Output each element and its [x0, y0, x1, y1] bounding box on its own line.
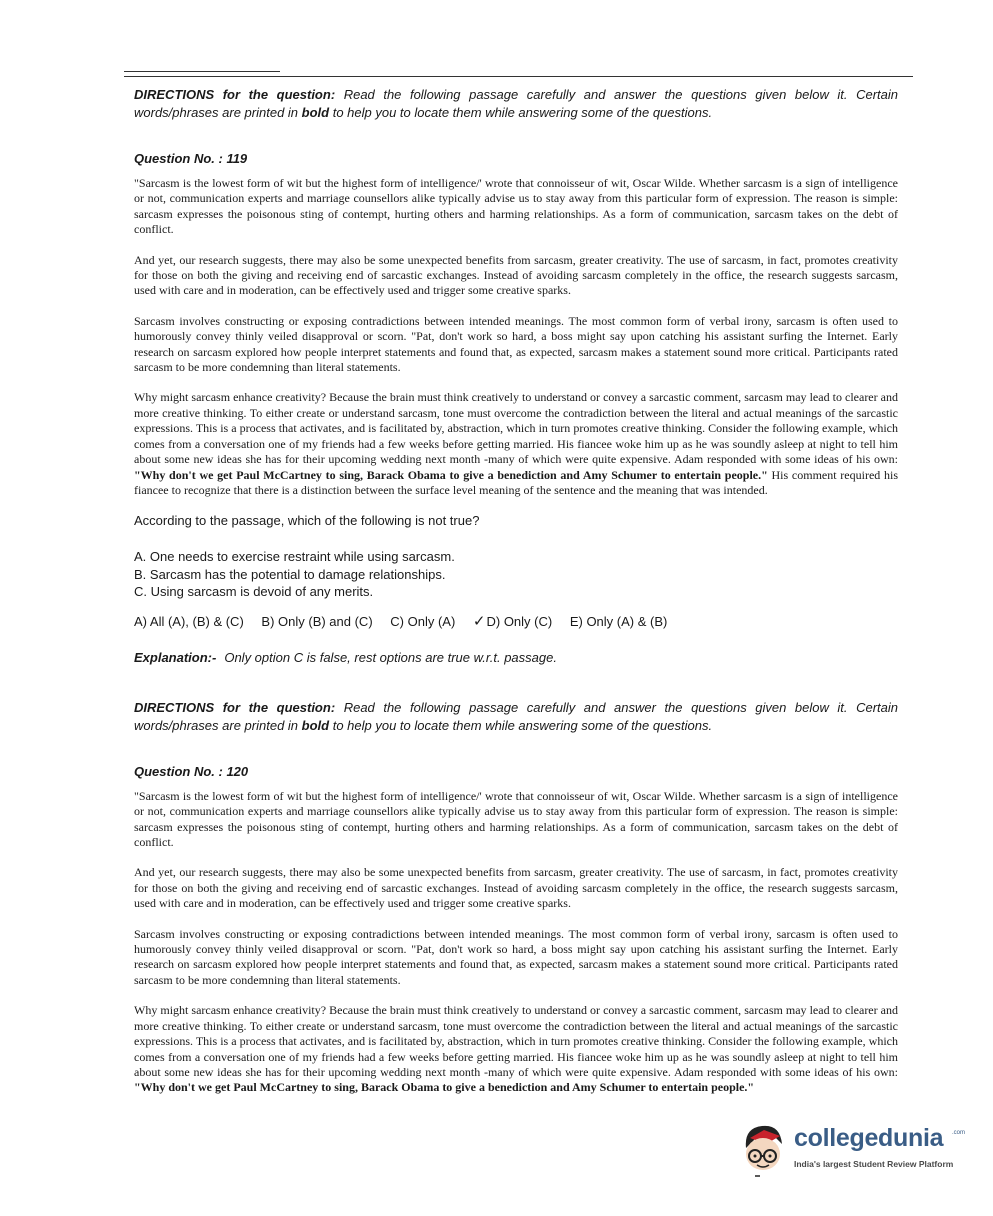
explanation-text: Only option C is false, rest options are true w.r.t. passage. [224, 649, 557, 665]
passage-quote-bold: "Why don't we get Paul McCartney to sing, Barack Obama to give a benediction and Amy Schumer to entertain people." [134, 467, 768, 482]
directions-text-1-2: Read the following passage carefully and answer the questions given below it. Certain words/phrases are printed in [134, 699, 898, 733]
statement-a: A. One needs to exercise restraint while using sarcasm. [134, 549, 455, 565]
option-b: B) Only (B) and (C) [261, 613, 373, 629]
passage-paragraph-3: Sarcasm involves constructing or exposing contradictions between intended meanings. The most common form of verbal irony, sarcasm is often used to humorously convey thinly veiled disapproval or scorn. "Pat, don't work so hard, a boss might say upon catching his assistant surfing the Internet. Early research on sarcasm explored how people interpret statements and found that, as expected, sarcasm makes a statement sound more critical. Participants rated sarcasm to be more condemning than literal statements. [134, 313, 898, 375]
collegedunia-logo [736, 1118, 966, 1180]
question-number-120: Question No. : 120 [134, 763, 249, 779]
explanation-label: Explanation:- [134, 649, 217, 665]
passage-paragraph-2: And yet, our research suggests, there may also be some unexpected benefits from sarcasm, greater creativity. The use of sarcasm, in fact, promotes creativity for those on both the giving and receiving end of sarcastic exchanges. Instead of avoiding sarcasm completely in the office, the research suggests sarcasm, used with care and in moderation, can be effectively used and trigger some creative sparks. [134, 252, 898, 298]
answer-options [134, 613, 898, 631]
passage-2-truncated [134, 788, 898, 1095]
passage-paragraph-1: "Sarcasm is the lowest form of wit but the highest form of intelligence/' wrote that connoisseur of wit, Oscar Wilde. Whether sarcasm is a sign of intelligence or not, communication experts and marriage counsellors alike typically advise us to stay away from this particular form of expression. The reason is simple: sarcasm expresses the poisonous sting of contempt, hurting others and harming relationships. As a form of communication, sarcasm takes on the debt of conflict. [134, 176, 898, 237]
directions-bold-word-2: bold [301, 717, 330, 733]
option-a: A) All (A), (B) & (C) [134, 613, 244, 629]
question-text: According to the passage, which of the following is not true? [134, 513, 480, 529]
logo-suffix: .com [952, 1130, 966, 1136]
option-c: C) Only (A) [390, 613, 456, 629]
passage-2-paragraph-1: "Sarcasm is the lowest form of wit but the highest form of intelligence/' wrote that connoisseur of wit, Oscar Wilde. Whether sarcasm is a sign of intelligence or not, communication experts and marriage counsellors alike typically advise us to stay away from this particular form of expression. The reason is simple: sarcasm expresses the poisonous sting of contempt, hurting others and harming relationships. As a form of communication, sarcasm takes on the debt of conflict. [134, 788, 898, 850]
logo-name: collegedunia [794, 1124, 944, 1152]
directions-label-2: DIRECTIONS for the question: [134, 699, 336, 715]
directions-block [134, 86, 898, 122]
statement-c: C. Using sarcasm is devoid of any merits. [134, 584, 374, 600]
passage-paragraph-4-start: Why might sarcasm enhance creativity? Because the brain must think creatively to understand or convey a sarcastic comment, sarcasm may lead to clearer and more creative thinking. To either create or understand sarcasm, tone must overcome the contradiction between the literal and actual meanings of the sarcastic expressions. This is a process that activates, and is facilitated by, abstraction, which in turn promotes creative thinking. Consider the following example, which comes from a conversation one of my friends had a few weeks before getting married. His fiancee woke him up as he was soundly asleep at night to tell him about some new ideas she has for their upcoming wedding next month -many of which were quite expensive. Adam responded with some ideas of his own: [134, 390, 898, 467]
option-e: E) Only (A) & (B) [569, 613, 668, 629]
explanation [134, 649, 898, 667]
directions-text-2-2: to help you to locate them while answering some of the questions. [329, 717, 713, 733]
passage-2-quote-bold: "Why don't we get Paul McCartney to sing, Barack Obama to give a benediction and Amy Schumer to entertain people." [134, 1080, 755, 1095]
statement-b: B. Sarcasm has the potential to damage relationships. [134, 566, 446, 582]
passage-paragraph-4 [134, 390, 898, 498]
mascot-logo-icon [736, 1118, 794, 1180]
checkmark-icon: ✓ [472, 612, 486, 630]
header-rule [124, 76, 913, 77]
directions-text-2: to help you to locate them while answering some of the questions. [329, 105, 713, 120]
passage-2-paragraph-3: Sarcasm involves constructing or exposing contradictions between intended meanings. The most common form of verbal irony, sarcasm is often used to humorously convey thinly veiled disapproval or scorn. "Pat, don't work so hard, a boss might say upon catching his assistant surfing the Internet. Early research on sarcasm explored how people interpret statements and found that, as expected, sarcasm makes a statement sound more critical. Participants rated sarcasm to be more condemning than literal statements. [134, 926, 898, 987]
passage-paragraph-4-end: His comment required his fiancee to recognize that there is a distinction between the surface level meaning of the sentence and the meaning that was intended. [134, 467, 898, 497]
header-rule-short [124, 71, 280, 72]
page-content [134, 86, 898, 1095]
passage-2-paragraph-4 [134, 1003, 898, 1095]
directions-bold-word: bold [301, 105, 330, 120]
passage-2-paragraph-4-start: Why might sarcasm enhance creativity? Because the brain must think creatively to understand or convey a sarcastic comment, sarcasm may lead to clearer and more creative thinking. To either create or understand sarcasm, tone must overcome the contradiction between the literal and actual meanings of the sarcastic expressions. This is a process that activates, and is facilitated by, abstraction, which in turn promotes creative thinking. Consider the following example, which comes from a conversation one of my friends had a few weeks before getting married. His fiancee woke him up as he was soundly asleep at night to tell him about some new ideas she has for their upcoming wedding next month -many of which were quite expensive. Adam responded with some ideas of his own: [134, 1003, 898, 1079]
logo-tagline: India's largest Student Review Platform [794, 1159, 954, 1169]
option-d-correct [473, 614, 552, 629]
question-number-119: Question No. : 119 [134, 151, 248, 166]
directions-label: DIRECTIONS for the question: [134, 87, 336, 102]
directions-text-1: Read the following passage carefully and answer the questions given below it. Certain words/phrases are printed in [134, 87, 898, 120]
directions-block-2 [134, 699, 898, 735]
option-d-label: D) Only (C) [486, 613, 553, 629]
passage-2-paragraph-2: And yet, our research suggests, there may also be some unexpected benefits from sarcasm, greater creativity. The use of sarcasm, in fact, promotes creativity for those on both the giving and receiving end of sarcastic exchanges. Instead of avoiding sarcasm completely in the office, the research suggests sarcasm, used with care and in moderation, can be effectively used and trigger some creative sparks. [134, 865, 898, 911]
